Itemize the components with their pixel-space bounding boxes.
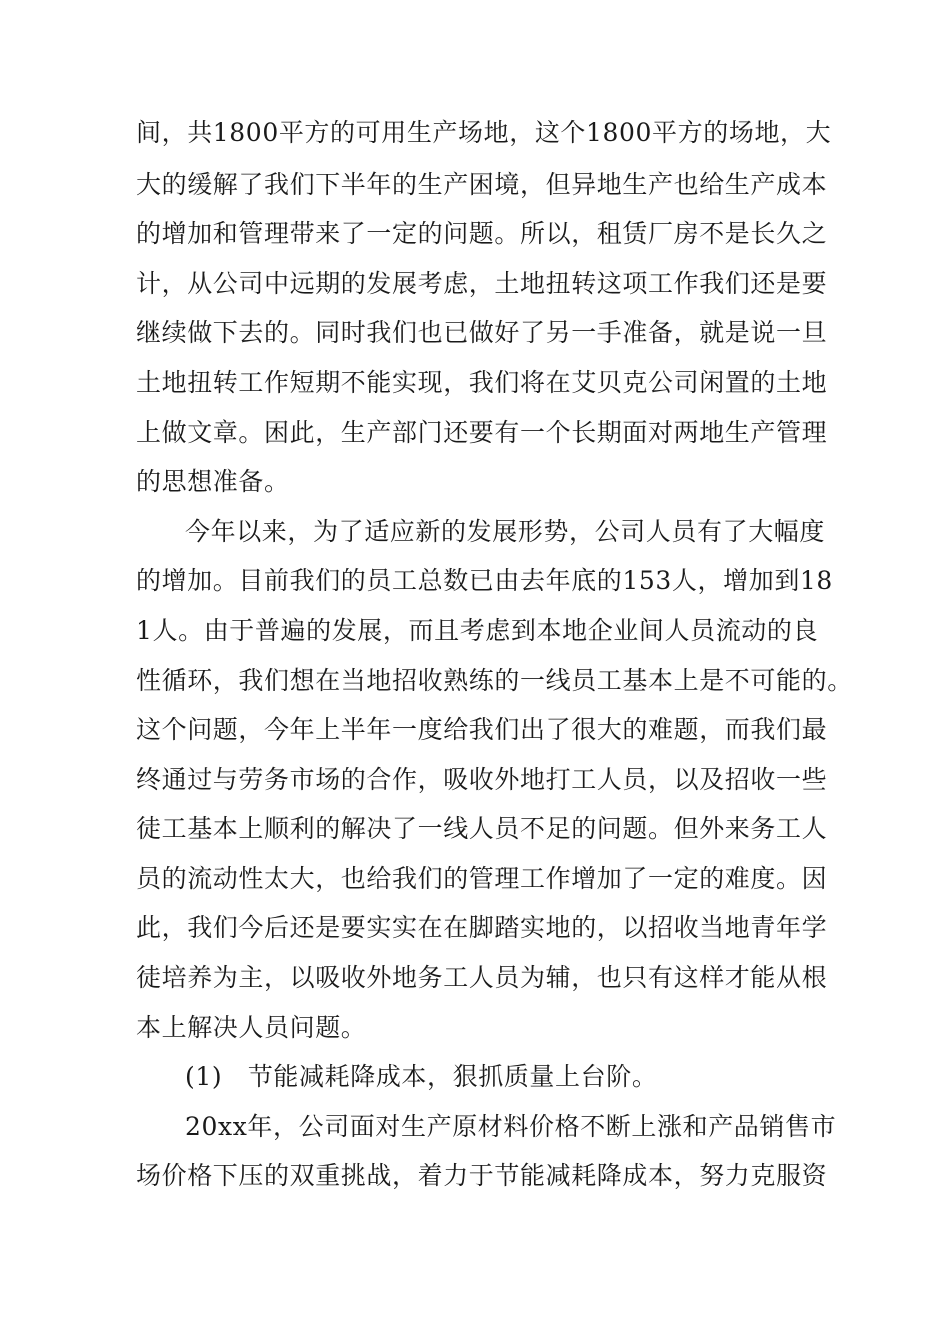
paragraph-first-line: 今年以来，为了适应新的发展形势，公司人员有了大幅度 [185, 517, 826, 546]
text-line: 间，共1800平方的可用生产场地，这个1800平方的场地，大 [136, 118, 832, 147]
section-heading: (1) 节能减耗降成本，狠抓质量上台阶。 [185, 1062, 658, 1091]
text-line: 上做文章。困此，生产部门还要有一个长期面对两地生产管理 [136, 418, 828, 447]
text-line: 本上解决人员问题。 [136, 1013, 367, 1042]
text-line: 员的流动性太大，也给我们的管理工作增加了一定的难度。因 [136, 864, 828, 893]
text-line: 1人。由于普遍的发展，而且考虑到本地企业间人员流动的良 [136, 616, 819, 645]
text-line: 土地扭转工作短期不能实现，我们将在艾贝克公司闲置的土地 [136, 368, 828, 397]
paragraph-first-line: 20xx年，公司面对生产原材料价格不断上涨和产品销售市 [185, 1112, 837, 1141]
text-line: 徒培养为主，以吸收外地务工人员为辅，也只有这样才能从根 [136, 963, 828, 992]
text-line: 场价格下压的双重挑战，着力于节能减耗降成本，努力克服资 [136, 1161, 828, 1190]
text-line: 此，我们今后还是要实实在在脚踏实地的，以招收当地青年学 [136, 913, 828, 942]
text-line: 徒工基本上顺利的解决了一线人员不足的问题。但外来务工人 [136, 814, 828, 843]
text-line: 性循环，我们想在当地招收熟练的一线员工基本上是不可能的。 [136, 666, 853, 695]
text-line: 的增加和管理带来了一定的问题。所以，租赁厂房不是长久之 [136, 219, 828, 248]
text-line: 的思想准备。 [136, 467, 290, 496]
text-line: 的增加。目前我们的员工总数已由去年底的153人，增加到18 [136, 566, 833, 595]
text-line: 这个问题，今年上半年一度给我们出了很大的难题，而我们最 [136, 715, 828, 744]
text-line: 继续做下去的。同时我们也已做好了另一手准备，就是说一旦 [136, 318, 828, 347]
text-line: 终通过与劳务市场的合作，吸收外地打工人员，以及招收一些 [136, 765, 828, 794]
text-line: 大的缓解了我们下半年的生产困境，但异地生产也给生产成本 [136, 170, 828, 199]
text-line: 计，从公司中远期的发展考虑，土地扭转这项工作我们还是要 [136, 269, 828, 298]
